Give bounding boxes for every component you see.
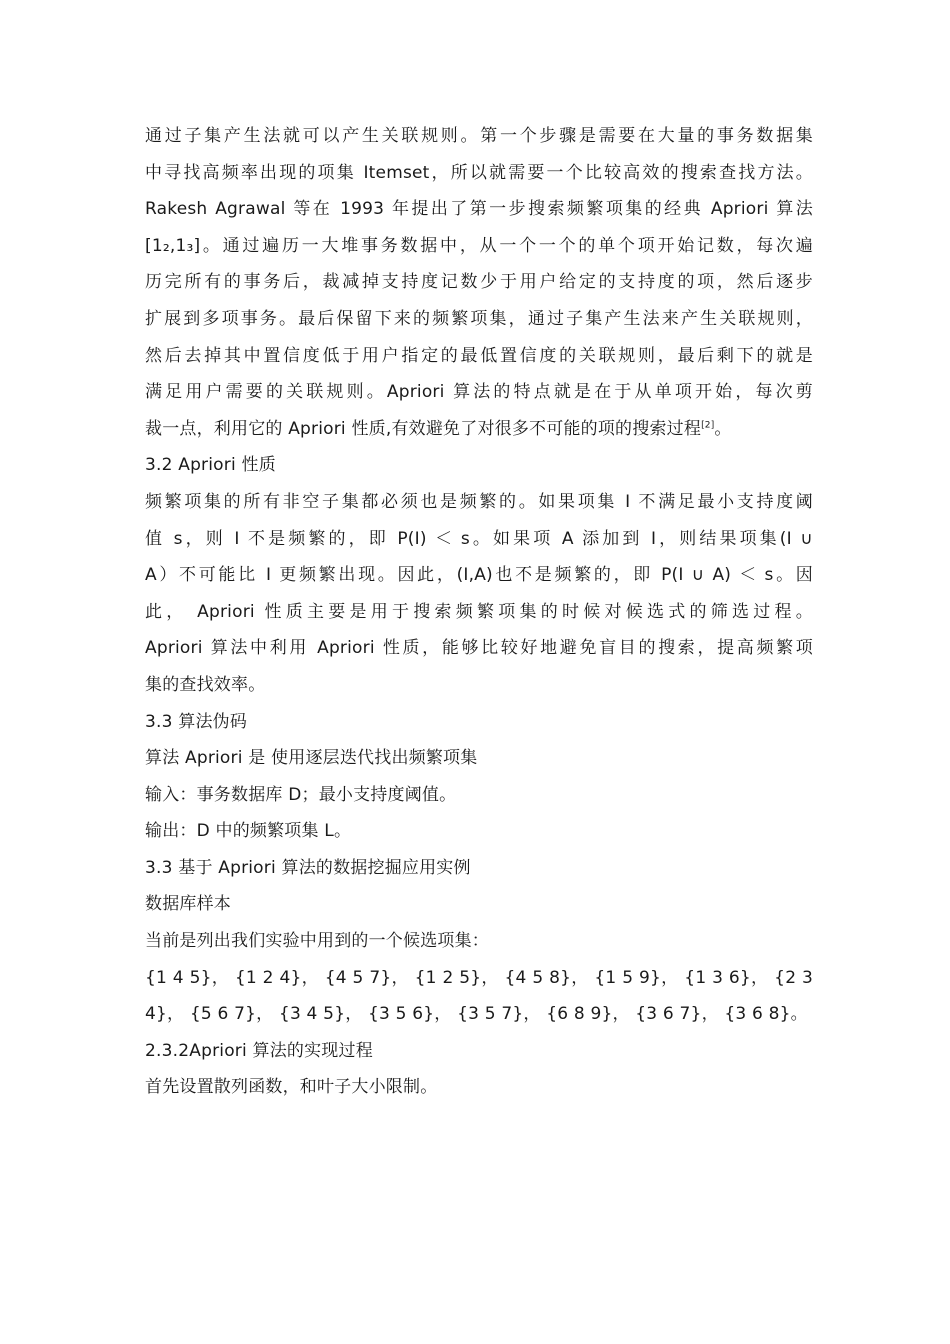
paragraph-line: Apriori 算法中利用 Apriori 性质，能够比较好地避免盲目的搜索，提高频繁项 <box>145 638 813 659</box>
paragraph-line: 扩展到多项事务。最后保留下来的频繁项集，通过子集产生法来产生关联规则， <box>145 308 813 329</box>
citation-marker: [2] <box>701 420 715 431</box>
paragraph-line: 首先设置散列函数，和叶子大小限制。 <box>145 1077 438 1098</box>
section-heading: 3.3 基于 Apriori 算法的数据挖掘应用实例 <box>145 857 471 878</box>
sentence-end: 。 <box>714 418 732 439</box>
paragraph-line: 集的查找效率。 <box>145 674 266 695</box>
itemset-list-line: {1 4 5}， {1 2 4}， {4 5 7}， {1 2 5}， {4 5 8}， {1 5 9}， {1 3 6}， {2 3 <box>145 967 813 988</box>
paragraph-line-with-citation <box>145 411 813 448</box>
section-heading: 3.2 Apriori 性质 <box>145 455 276 476</box>
paragraph-line: 输入：事务数据库 D；最小支持度阈值。 <box>145 784 457 805</box>
itemset-list-line: 4}， {5 6 7}， {3 4 5}， {3 5 6}， {3 5 7}， {6 8 9}， {3 6 7}， {3 6 8}。 <box>145 1004 808 1025</box>
paragraph-line: 通过子集产生法就可以产生关联规则。第一个步骤是需要在大量的事务数据集 <box>145 126 813 146</box>
paragraph-line: Rakesh Agrawal 等在 1993 年提出了第一步搜索频繁项集的经典 Apriori 算法 <box>145 199 813 220</box>
paragraph-line: 数据库样本 <box>145 894 231 915</box>
paragraph-line: 此， Apriori 性质主要是用于搜索频繁项集的时候对候选式的筛选过程。 <box>145 601 813 622</box>
section-heading: 3.3 算法伪码 <box>145 711 248 732</box>
paragraph-line: 满足用户需要的关联规则。Apriori 算法的特点就是在于从单项开始，每次剪 <box>145 382 813 403</box>
paragraph-line: 频繁项集的所有非空子集都必须也是频繁的。如果项集 I 不满足最小支持度阈 <box>145 491 813 512</box>
paragraph-line: 中寻找高频率出现的项集 Itemset，所以就需要一个比较高效的搜索查找方法。 <box>145 162 813 183</box>
section-heading: 2.3.2Apriori 算法的实现过程 <box>145 1040 373 1061</box>
paragraph-line: 当前是列出我们实验中用到的一个候选项集： <box>145 931 489 952</box>
paragraph-line: 历完所有的事务后，裁减掉支持度记数少于用户给定的支持度的项，然后逐步 <box>145 272 813 293</box>
paragraph-line-text: 裁一点，利用它的 Apriori 性质,有效避免了对很多不可能的项的搜索过程 <box>145 418 702 439</box>
document-page <box>145 118 813 1106</box>
paragraph-line: 然后去掉其中置信度低于用户指定的最低置信度的关联规则，最后剩下的就是 <box>145 345 813 366</box>
paragraph-line: A）不可能比 I 更频繁出现。因此，(I,A)也不是频繁的，即 P(I ∪ A) ＜ s。因 <box>145 565 813 586</box>
paragraph-line: 输出：D 中的频繁项集 L。 <box>145 821 352 842</box>
paragraph-line: 值 s，则 I 不是频繁的，即 P(I) ＜ s。如果项 A 添加到 I，则结果项集(I ∪ <box>145 528 813 549</box>
paragraph-line: [1₂,1₃]。通过遍历一大堆事务数据中，从一个一个的单个项开始记数，每次遍 <box>145 235 813 256</box>
paragraph-line: 算法 Apriori 是 使用逐层迭代找出频繁项集 <box>145 748 478 769</box>
